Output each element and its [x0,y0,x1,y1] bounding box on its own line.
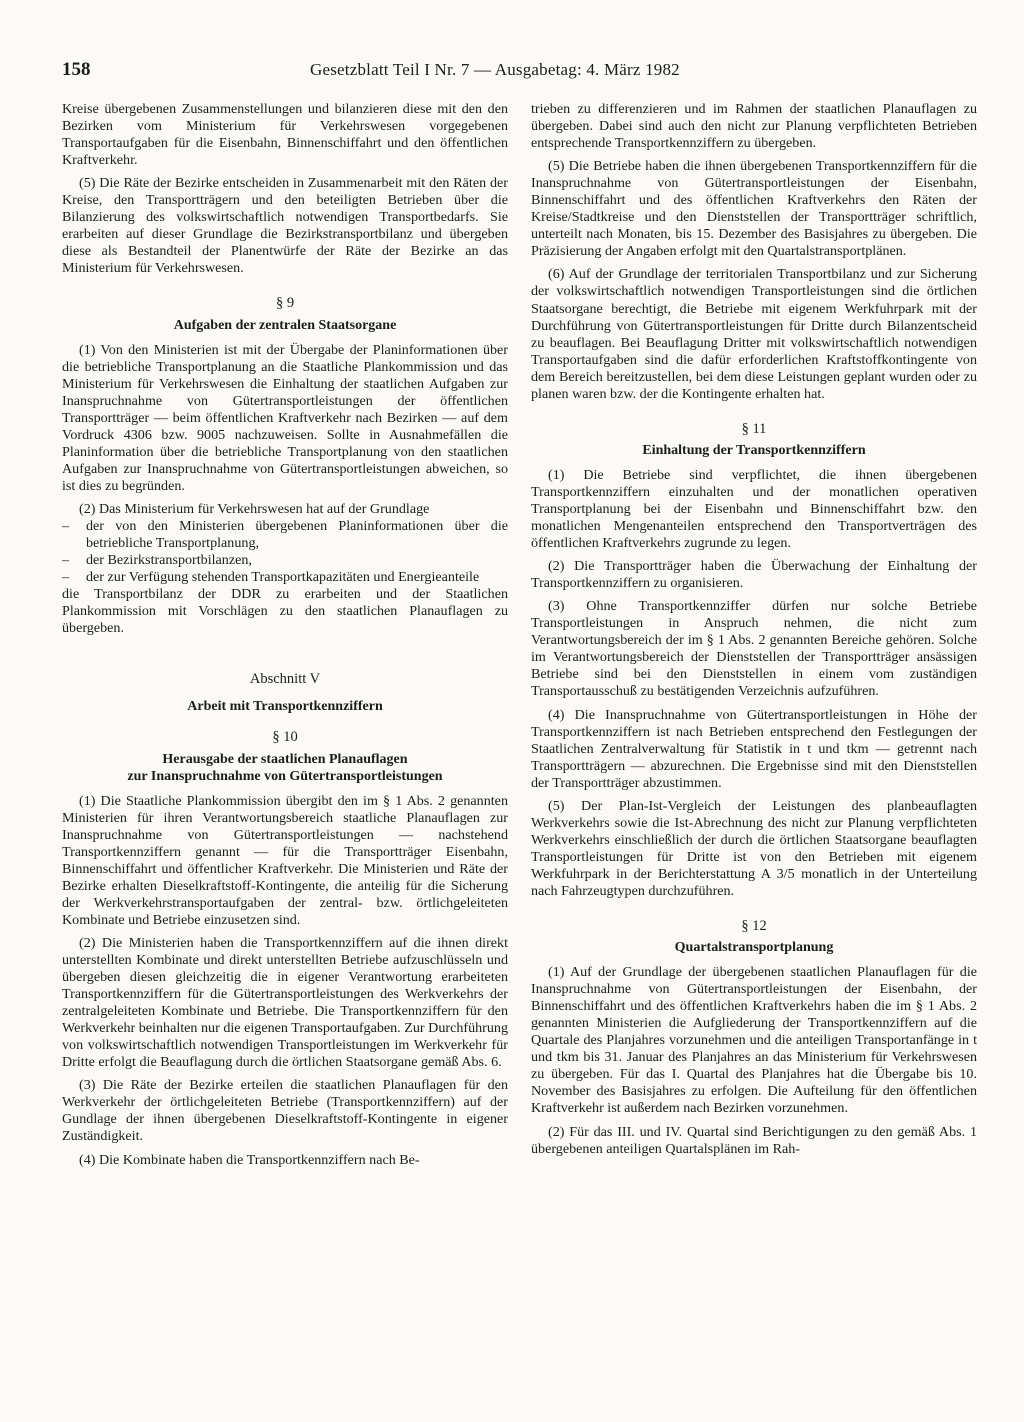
left-column [62,101,508,1175]
section-10-number: § 10 [272,729,298,746]
list-item: – der von den Ministerien übergebenen Planinformationen über die betriebliche Transportplanung, [62,518,508,552]
right-column [531,101,977,1164]
paragraph-s11-4: (4) Die Inanspruchnahme von Gütertransportleistungen in Höhe der Transportkennziffern ist nach Betrieben entsprechend den Festlegungen der Staatlichen Zentralverwaltung für Statistik in t und tkm — getrennt nach Transportträgern — abzurechnen. Die Ergebnisse sind mit den Dienststellen der Transportträger abzustimmen. [531,706,977,791]
paragraph-s11-3: (3) Ohne Transportkennziffer dürfen nur solche Betriebe Transportleistungen in Anspruch nehmen, die nicht zum Verantwortungsbereich der im § 1 Abs. 2 genannten Bereiche gehören. Solche im Verantwortungsbereich der Dienststellen der Transportträger ansässigen Betriebe sind bei den Dienststellen in einem vom zuständigen Transportausschuß zu bestätigenden Verzeichnis aufzuführen. [531,598,977,700]
page-number: 158 [62,59,91,80]
paragraph-s10-5: (5) Die Betriebe haben die ihnen übergebenen Transportkennziffern für die Inanspruchnahme von Gütertransportleistungen der Eisenbahn, Binnenschiffahrt und des öffentlichen Kraftverkehrs den Räten der Kreise/Stadtkreise und den Dienststellen der Transportträger schriftlich, unterteilt nach Monaten, bis 15. Dezember des Basisjahres zu übergeben. Die Präzisierung der Angaben erfolgt mit den Quartalstransportplänen. [531,158,977,260]
list-item: – der zur Verfügung stehenden Transportkapazitäten und Energieanteile [62,569,508,586]
section-12-number: § 12 [741,918,767,935]
paragraph-s9-1: (1) Von den Ministerien ist mit der Übergabe der Planinformationen über die betriebliche Transportplanung an die Staatliche Plankommission und das Ministerium für Verkehrswesen die Einhaltung der staatlichen Aufgaben zur Inanspruchnahme von Gütertransportleistungen der öffentlichen Transportträger — beim öffentlichen Kraftverkehr nach Bezirken — auf dem Vordruck 4306 bzw. 9005 nachzuweisen. Sollte in Ausnahmefällen die Planinformation über die betriebliche Transportplanung von den staatlichen Aufgaben zur Inanspruchnahme von Gütertransportleistungen abweichen, so ist dies zu begründen. [62,341,508,494]
paragraph-s10-1: (1) Die Staatliche Plankommission übergibt den im § 1 Abs. 2 genannten Ministerien für ihren Verantwortungsbereich staatliche Planauflagen zur Inanspruchnahme von Gütertransportleistungen — nachstehend Transportkennziffern genannt — für die Transportträger Eisenbahn, Binnenschiffahrt und öffentlicher Kraftverkehr. Die Ministerien und Räte der Bezirke erhalten Dieselkraftstoff-Kontingente, die anteilig für die Sicherung der Werkverkehrstransportaufgaben der zentral- bzw. örtlichgeleiteten Kombinate und Betriebe einzusetzen sind. [62,792,508,928]
section-11-title: Einhaltung der Transportkennziffern [642,442,866,458]
section-9-number: § 9 [275,295,295,312]
paragraph-s11-2: (2) Die Transportträger haben die Überwachung der Einhaltung der Transportkennziffern zu organisieren. [531,558,977,592]
running-head: Gesetzblatt Teil I Nr. 7 — Ausgabetag: 4. März 1982 [310,60,680,79]
section-12-title: Quartalstransportplanung [674,940,834,956]
paragraph-s10-6: (6) Auf der Grundlage der territorialen Transportbilanz und zur Sicherung der volkswirtschaftlich notwendigen Transportleistungen sind die örtlichen Staatsorgane berechtigt, die Betriebe mit eigenem Werkfuhrpark mit der Durchführung von Gütertransportleistungen für Dritte durch Bilanzentscheid zu beauflagen. Bei Beauflagung Dritter mit volkswirtschaftlich notwendigen Transportaufgaben sind die dafür erforderlichen Kraftstoffkontingente von dem Bereich bereitzustellen, bei dem diese Leistungen geplant wurden oder zu planen waren bzw. der die Kontingente erhalten hat. [531,266,977,402]
section-11-number: § 11 [741,420,767,437]
section-10-title-line1: Herausgabe der staatlichen Planauflagen [162,751,408,767]
section-9-title: Aufgaben der zentralen Staatsorgane [173,317,397,333]
paragraph-continuation: trieben zu differenzieren und im Rahmen der staatlichen Planauflagen zu übergeben. Dabei sind auch den nicht zur Planung verpflichteten Betrieben entsprechende Transportkennziffern zu übergeben. [531,101,977,152]
s9-2-list [62,518,508,586]
section-10-title-line2: zur Inanspruchnahme von Gütertransportleistungen [127,768,443,784]
paragraph-s10-2: (2) Die Ministerien haben die Transportkennziffern auf die ihnen direkt unterstellten Kombinate und direkt unterstellten Betriebe aufzuschlüsseln und übergeben diesen gleichzeitig die in eigener Verantwortung erarbeiteten Transportkennziffern für die Gütertransportleistungen des Werkverkehrs der zentralgeleiteten Kombinate und Betriebe. Die Transportkennziffern für den Werkverkehr beinhalten nur die eigenen Transportaufgaben. Zur Durchführung von volkswirtschaftlich notwendigen Transportleistungen im Werkverkehr für Dritte erfolgt die Beauflagung durch die örtlichen Staatsorgane gemäß Abs. 6. [62,934,508,1071]
paragraph-s12-2: (2) Für das III. und IV. Quartal sind Berichtigungen zu den gemäß Abs. 1 übergebenen anteiligen Quartalsplänen im Rah- [531,1123,977,1157]
paragraph-s10-3: (3) Die Räte der Bezirke erteilen die staatlichen Planauflagen für den Werkverkehr der örtlichgeleiteten Betriebe (Transportkennziffern) auf der Gundlage der ihnen übergebenen Dieselkraftstoff-Kontingente in eigener Zuständigkeit. [62,1077,508,1145]
paragraph-s9-2-outro: die Transportbilanz der DDR zu erarbeiten und der Staatlichen Plankommission mit Vorschlägen zu den staatlichen Planauflagen zu übergeben. [62,586,508,637]
paragraph-s8-5: (5) Die Räte der Bezirke entscheiden in Zusammenarbeit mit den Räten der Kreise, den Transportträgern und den beteiligten Betrieben über die Bilanzierung des volkswirtschaftlich notwendigen Transportbedarfs. Sie erarbeiten auf dieser Grundlage die Bezirkstransportbilanz und übergeben diese als Bestandteil der Planentwürfe der Räte der Bezirke an das Ministerium für Verkehrswesen. [62,175,508,277]
abschnitt-label: Abschnitt V [249,671,321,688]
paragraph-s11-1: (1) Die Betriebe sind verpflichtet, die ihnen übergebenen Transportkennziffern einzuhalten und der monatlichen operativen Transportplanung bei der Eisenbahn und Binnenschiffahrt bzw. den monatlichen Mengenanteilen entsprechend den Transportverträgen des öffentlichen Kraftverkehrs zugrunde zu legen. [531,466,977,552]
list-item: – der Bezirkstransportbilanzen, [62,552,508,569]
page-header [62,56,962,84]
abschnitt-title: Arbeit mit Transportkennziffern [187,699,383,715]
paragraph-s10-4: (4) Die Kombinate haben die Transportkennziffern nach Be- [79,1151,420,1168]
paragraph-s11-5: (5) Der Plan-Ist-Vergleich der Leistungen des planbeauflagten Werkverkehrs sowie die Ist-Abrechnung des nicht zur Planung verpflichteten Werkverkehrs einschließlich der durch die örtlichen Staatsorgane beauflagten Transportleistungen für Dritte ist von den Betrieben mit eigenem Werkfuhrpark in der Berichterstattung A 3/5 monatlich in der Unterteilung nach Fahrzeugtypen durchzuführen. [531,797,977,899]
paragraph-s12-1: (1) Auf der Grundlage der übergebenen staatlichen Planauflagen für die Inanspruchnahme von Gütertransportleistungen der Eisenbahn, der Binnenschiffahrt und des öffentlichen Kraftverkehrs haben die im § 1 Abs. 2 genannten Ministerien die Aufgliederung der Transportkennziffern auf die Quartale des Planjahres vorzunehmen und die anteiligen Transportanfänge in t und tkm bis 31. Januar des Planjahres an das Ministerium für Verkehrswesen zu übergeben. Für das I. Quartal des Planjahres hat die Übergabe bis 10. November des Basisjahres zu erfolgen. Die Aufteilung für den öffentlichen Kraftverkehr ist außerdem nach Bezirken vorzunehmen. [531,964,977,1117]
paragraph-continuation: Kreise übergebenen Zusammenstellungen und bilanzieren diese mit den den Bezirken vom Ministerium für Verkehrswesen vorgegebenen Transportaufgaben für die Eisenbahn, Binnenschiffahrt und den öffentlichen Kraftverkehr. [62,101,508,169]
paragraph-s9-2-intro: (2) Das Ministerium für Verkehrswesen hat auf der Grundlage [79,500,430,517]
